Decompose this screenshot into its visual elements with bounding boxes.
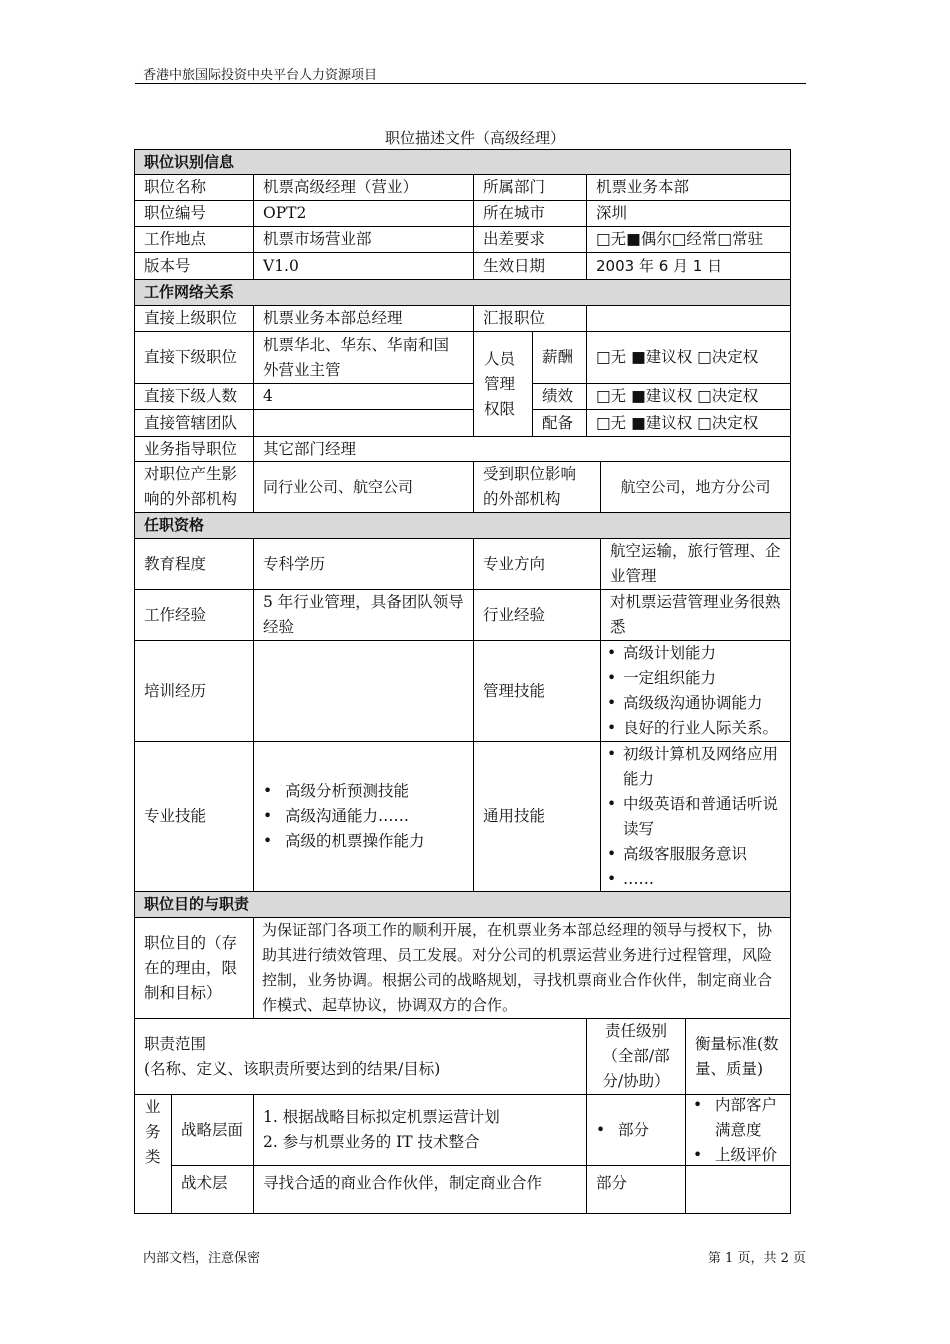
label-direct-subordinate: 直接下级职位 [134,331,254,384]
list-item: • 良好的行业人际关系。 [607,716,778,741]
professional-skills [253,741,474,892]
list-item: • 高级的机票操作能力 [263,829,425,854]
effective-date: 2003 年 6 月 1 日 [586,252,791,280]
label-position-name: 职位名称 [134,174,254,201]
label-city: 所在城市 [473,200,587,227]
education: 专科学历 [253,538,474,590]
list-item: • 初级计算机及网络应用能力 [607,742,781,792]
strategic-duties [253,1094,587,1166]
tactical-measurement [685,1165,791,1214]
duty-scope-header [134,1018,587,1095]
direct-superior: 机票业务本部总经理 [253,305,474,332]
label-business-category: 业务类 [134,1094,172,1214]
label-direct-team: 直接管辖团队 [134,409,254,437]
label-version: 版本号 [134,252,254,280]
industry-experience: 对机票运营管理业务很熟悉 [600,589,791,641]
subordinate-count: 4 [253,383,474,410]
list-item: • 高级计划能力 [607,641,778,666]
general-skills [600,741,791,892]
label-direct-superior: 直接上级职位 [134,305,254,332]
label-tactical-level: 战术层 [171,1165,254,1214]
section-network: 工作网络关系 [134,279,791,306]
performance-authority: □无 ■建议权 □决定权 [586,383,791,410]
affecting-orgs: 同行业公司、航空公司 [253,461,474,513]
label-staffing: 配备 [532,409,587,437]
list-item: • 部分 [596,1118,649,1143]
label-subordinate-count: 直接下级人数 [134,383,254,410]
staffing-authority: □无 ■建议权 □决定权 [586,409,791,437]
list-item: • 上级评价 [693,1143,781,1167]
department: 机票业务本部 [586,174,791,201]
list-item: • …… [607,867,781,892]
label-performance: 绩效 [532,383,587,410]
management-skills [600,640,791,742]
version: V1.0 [253,252,474,280]
label-work-place: 工作地点 [134,226,254,253]
label-responsibility-level: 责任级别（全部/部分/协助） [586,1018,686,1095]
label-general-skills: 通用技能 [473,741,601,892]
label-affecting-orgs: 对职位产生影响的外部机构 [134,461,254,513]
list-item: • 中级英语和普通话听说读写 [607,792,781,842]
list-item: • 内部客户满意度 [693,1094,781,1143]
position-code: OPT2 [253,200,474,227]
header-divider [135,83,806,84]
label-position-purpose: 职位目的（存在的理由，限制和目标） [134,917,254,1019]
header-project: 香港中旅国际投资中央平台人力资源项目 [143,68,378,83]
label-industry-experience: 行业经验 [473,589,601,641]
report-position [586,305,791,332]
document-title: 职位描述文件（高级经理） [384,129,565,147]
travel-requirement: □无■偶尔□经常□常驻 [586,226,791,253]
section-duties: 职位目的与职责 [134,891,791,918]
label-salary: 薪酬 [532,331,587,384]
label-strategic-level: 战略层面 [171,1094,254,1166]
duty-scope-subtitle: (名称、定义、该职责所要达到的结果/目标) [144,1059,441,1078]
label-major: 专业方向 [473,538,601,590]
label-department: 所属部门 [473,174,587,201]
label-measurement: 衡量标准(数量、质量) [685,1018,791,1095]
salary-authority: □无 ■建议权 □决定权 [586,331,791,384]
label-position-code: 职位编号 [134,200,254,227]
business-guidance: 其它部门经理 [253,436,791,462]
strategic-responsibility [586,1094,686,1166]
list-item: 1. 根据战略目标拟定机票运营计划 [263,1108,500,1126]
list-item: 2. 参与机票业务的 IT 技术整合 [263,1133,480,1151]
label-work-experience: 工作经验 [134,589,254,641]
list-item: • 高级分析预测技能 [263,779,425,804]
direct-team [253,409,474,437]
duty-scope-title: 职责范围 [144,1034,207,1053]
label-report-position: 汇报职位 [473,305,587,332]
direct-subordinate: 机票华北、华东、华南和国外营业主管 [253,331,474,384]
position-purpose: 为保证部门各项工作的顺利开展，在机票业务本部总经理的领导与授权下，协助其进行绩效管理、员工发展。对分公司的机票运营业务进行过程管理，风险控制，业务协调。根据公司的战略规划，寻找机票商业合作伙伴，制定商业合作模式、起草协议，协调双方的合作。 [253,917,791,1019]
strategic-measurement [685,1094,791,1166]
list-item: • 高级沟通能力…… [263,804,425,829]
list-item: • 高级级沟通协调能力 [607,691,778,716]
label-training: 培训经历 [134,640,254,742]
label-travel: 出差要求 [473,226,587,253]
list-item: • 高级客服服务意识 [607,842,781,867]
city: 深圳 [586,200,791,227]
label-management-skills: 管理技能 [473,640,601,742]
section-qualifications: 任职资格 [134,512,791,539]
training [253,640,474,742]
affected-orgs: 航空公司，地方分公司 [600,461,791,513]
label-professional-skills: 专业技能 [134,741,254,892]
work-experience: 5 年行业管理，具备团队领导经验 [253,589,474,641]
footer-page-number: 第 1 页，共 2 页 [707,1251,806,1266]
label-effective-date: 生效日期 [473,252,587,280]
label-education: 教育程度 [134,538,254,590]
position-name: 机票高级经理（营业） [253,174,474,201]
label-business-guidance: 业务指导职位 [134,436,254,462]
label-personnel-authority: 人员管理权限 [473,331,533,437]
tactical-duties: 寻找合适的商业合作伙伴，制定商业合作 [253,1165,587,1214]
label-affected-orgs: 受到职位影响的外部机构 [473,461,601,513]
list-item: • 一定组织能力 [607,666,778,691]
tactical-responsibility: 部分 [586,1165,686,1214]
section-identification: 职位识别信息 [134,149,791,175]
work-place: 机票市场营业部 [253,226,474,253]
major: 航空运输，旅行管理、企业管理 [600,538,791,590]
footer-confidential: 内部文档，注意保密 [143,1251,261,1266]
